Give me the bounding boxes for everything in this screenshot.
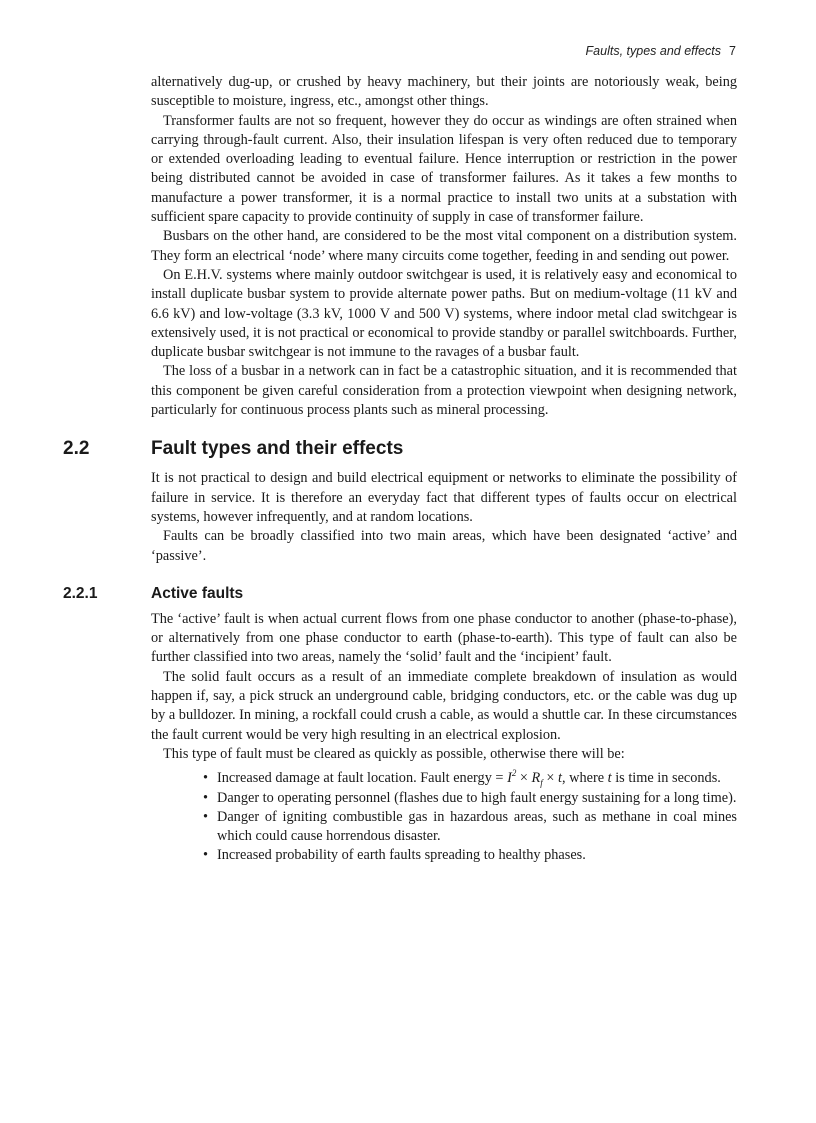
list-item: • Increased damage at fault location. Fault energy = $I^2 \times R_f \times t$, where t is time in seconds. <box>203 768 721 789</box>
body-paragraph: On E.H.V. systems where mainly outdoor switchgear is used, it is relatively easy and economical to install duplicate busbar system to provide alternate power paths. But on medium-voltage (11 kV and 6.6 kV) and low-voltage (3.3 kV, 1000 V and 500 V) systems, where indoor metal clad switchgear is extensively used, it is not practical or economical to provide standby or parallel switchboards. Further, duplicate busbar switchgear is not immune to the ravages of a busbar fault. <box>151 266 737 361</box>
section-number: 2.2 <box>63 438 90 460</box>
consequence-list <box>151 769 737 865</box>
body-paragraph: It is not practical to design and build electrical equipment or networks to eliminate the possibility of failure in service. It is therefore an everyday fact that different types of faults occur on electrical systems, however infrequently, and at random locations. <box>151 470 737 525</box>
page-number: 7 <box>729 44 736 58</box>
body-paragraph: The loss of a busbar in a network can in fact be a catastrophic situation, and it is recommended that this component be given careful consideration from a protection viewpoint when designing network, particularly for continuous process plants such as mineral processing. <box>151 363 737 419</box>
list-item: • Danger of igniting combustible gas in hazardous areas, such as methane in coal mines which could cause horrendous disaster. <box>203 808 737 845</box>
subsection-title: Active faults <box>151 584 244 602</box>
section-title: Fault types and their effects <box>151 438 404 460</box>
section-heading-2-2 <box>63 436 737 462</box>
running-title: Faults, types and effects <box>585 44 722 58</box>
body-paragraph: This type of fault must be cleared as quickly as possible, otherwise there will be: <box>163 745 625 762</box>
subsection-number: 2.2.1 <box>63 584 98 602</box>
bullet-icon: • <box>203 789 209 806</box>
body-paragraph: Faults can be broadly classified into two main areas, which have been designated ‘active’ and ‘passive’. <box>151 528 737 564</box>
bullet-icon: • <box>203 770 209 787</box>
fault-energy-formula: $I^2 \times R_f \times t$ <box>507 768 562 789</box>
page-body <box>63 73 737 866</box>
bullet-icon: • <box>203 847 209 864</box>
body-paragraph: The ‘active’ fault is when actual current flows from one phase conductor to another (phase-to-phase), or alternatively from one phase conductor to earth (phase-to-earth). This type of fault can also be further classified into two areas, namely the ‘solid’ fault and the ‘incipient’ fault. <box>151 610 737 666</box>
bullet-icon: • <box>203 808 209 825</box>
body-paragraph: alternatively dug-up, or crushed by heavy machinery, but their joints are notoriously weak, being susceptible to moisture, ingress, etc., amongst other things. <box>151 74 737 110</box>
body-paragraph: The solid fault occurs as a result of an immediate complete breakdown of insulation as would happen if, say, a pick struck an underground cable, bridging conductors, etc. or the cable was dug up by a bulldozer. In mining, a rockfall could crush a cable, as would a shuttle car. In these circumstances the fault current would be very high resulting in an electrical explosion. <box>151 668 737 743</box>
list-item: • Danger to operating personnel (flashes due to high fault energy sustaining for a long time). <box>203 789 737 808</box>
body-paragraph: Transformer faults are not so frequent, however they do occur as windings are often strained when carrying through-fault current. Also, their insulation lifespan is very often reduced due to temporary or extended overloading leading to eventual failure. Hence interruption or restriction in the power being distributed cannot be avoided in case of transformer failures. As it takes a few months to manufacture a power transformer, it is a normal practice to install two units at a substation with sufficient spare capacity to provide continuity of supply in case of transformer failure. <box>151 112 737 226</box>
running-header <box>586 44 736 58</box>
list-item: • Increased probability of earth faults spreading to healthy phases. <box>203 846 737 865</box>
section-heading-2-2-1 <box>63 583 737 604</box>
body-paragraph: Busbars on the other hand, are considered to be the most vital component on a distribution system. They form an electrical ‘node’ where many circuits come together, feeding in and sending out power. <box>151 228 737 264</box>
